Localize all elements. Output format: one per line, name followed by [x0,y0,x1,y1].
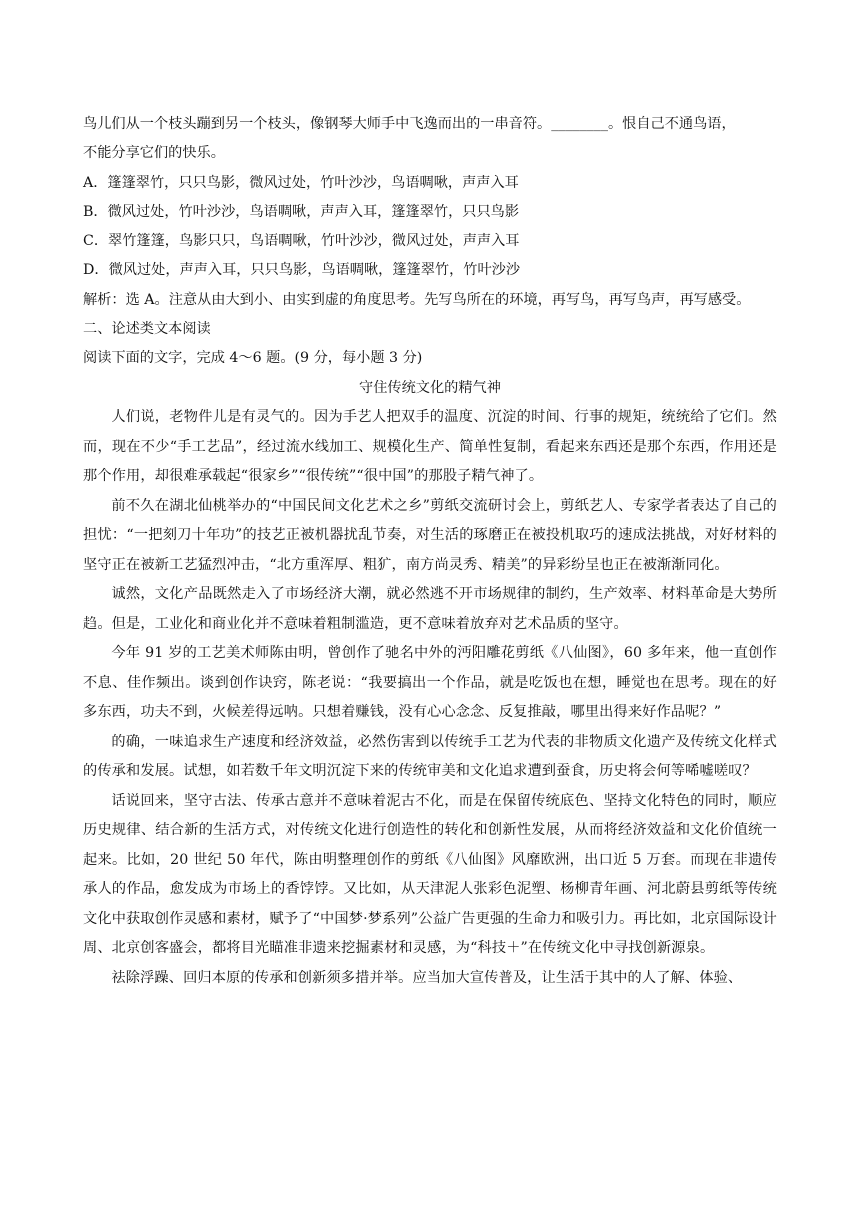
question-stem-line-1: 鸟儿们从一个枝头蹦到另一个枝头，像钢琴大师手中飞逸而出的一串音符。________。恨自己不通鸟语， [83,116,736,132]
document-page [83,110,777,993]
section-instruction: 阅读下面的文字，完成 4～6 题。(9 分，每小题 3 分) [83,350,423,367]
article-paragraph-7: 祛除浮躁、回归本原的传承和创新须多措并举。应当加大宣传普及，让生活于其中的人了解、体验、 [111,969,743,986]
article-paragraph-4: 今年 91 岁的工艺美术师陈由明，曾创作了驰名中外的沔阳雕花剪纸《八仙图》，60 多年来，他一直创作不息、佳作频出。谈到创作诀窍，陈老说：“我要搞出一个作品，就是吃饭也在想，睡觉也在思考。现在的好多东西，功夫不到，火候差得远呐。只想着赚钱，没有心心念念、反复推敲，哪里出得来好作品呢？” [83,645,777,721]
article-paragraph-5: 的确，一味追求生产速度和经济效益，必然伤害到以传统手工艺为代表的非物质文化遗产及传统文化样式的传承和发展。试想，如若数千年文明沉淀下来的传统审美和文化追求遭到蚕食，历史将会何等唏嘘嗟叹？ [83,733,777,780]
question-stem-line-2: 不能分享它们的快乐。 [83,145,225,162]
article-paragraph-3: 诚然，文化产品既然走入了市场经济大潮，就必然逃不开市场规律的制约，生产效率、材料革命是大势所趋。但是，工业化和商业化并不意味着粗制滥造，更不意味着放弃对艺术品质的坚守。 [83,586,777,632]
option-d: D．微风过处，声声入耳，只只鸟影，鸟语啁啾，篷篷翠竹，竹叶沙沙 [83,262,521,279]
article-paragraph-6: 话说回来，坚守古法、传承古意并不意味着泥古不化，而是在保留传统底色、坚持文化特色的同时，顺应历史规律、结合新的生活方式，对传统文化进行创造性的转化和创新性发展，从而将经济效益和文化价值统一起来。比如，20 世纪 50 年代，陈由明整理创作的剪纸《八仙图》风靡欧洲，出口近 5 万套。而现在非遗传承人的作品，愈发成为市场上的香饽饽。又比如，从天津泥人张彩色泥塑、杨柳青年画、河北蔚县剪纸等传统文化中获取创作灵感和素材，赋予了“中国梦·梦系列”公益广告更强的生命力和吸引力。再比如，北京国际设计周、北京创客盛会，都将目光瞄准非遗来挖掘素材和灵感，为“科技＋”在传统文化中寻找创新源泉。 [83,792,777,957]
answer-analysis: 解析：选 A。注意从由大到小、由实到虚的角度思考。先写鸟所在的环境，再写鸟，再写鸟声，再写感受。 [83,291,751,308]
article-paragraph-1: 人们说，老物件儿是有灵气的。因为手艺人把双手的温度、沉淀的时间、行事的规矩，统统给了它们。然而，现在不少“手工艺品”，经过流水线加工、规模化生产、简单性复制，看起来东西还是那个东西，作用还是那个作用，却很难承载起“很家乡”“很传统”“很中国”的那股子精气神了。 [83,409,777,485]
option-c: C．翠竹篷篷，鸟影只只，鸟语啁啾，竹叶沙沙，微风过处，声声入耳 [83,233,520,250]
section-heading: 二、论述类文本阅读 [83,321,211,338]
article-title: 守住传统文化的精气神 [359,379,501,396]
option-b: B．微风过处，竹叶沙沙，鸟语啁啾，声声入耳，篷篷翠竹，只只鸟影 [83,203,520,220]
option-a: A．篷篷翠竹，只只鸟影，微风过处，竹叶沙沙，鸟语啁啾，声声入耳 [83,174,519,191]
article-paragraph-2: 前不久在湖北仙桃举办的“中国民间文化艺术之乡”剪纸交流研讨会上，剪纸艺人、专家学者表达了自己的担忧：“一把刻刀十年功”的技艺正被机器扰乱节奏，对生活的琢磨正在被投机取巧的速成法挑战，对好材料的坚守正在被新工艺猛烈冲击，“北方重浑厚、粗犷，南方尚灵秀、精美”的异彩纷呈也正在被渐渐同化。 [83,497,777,573]
